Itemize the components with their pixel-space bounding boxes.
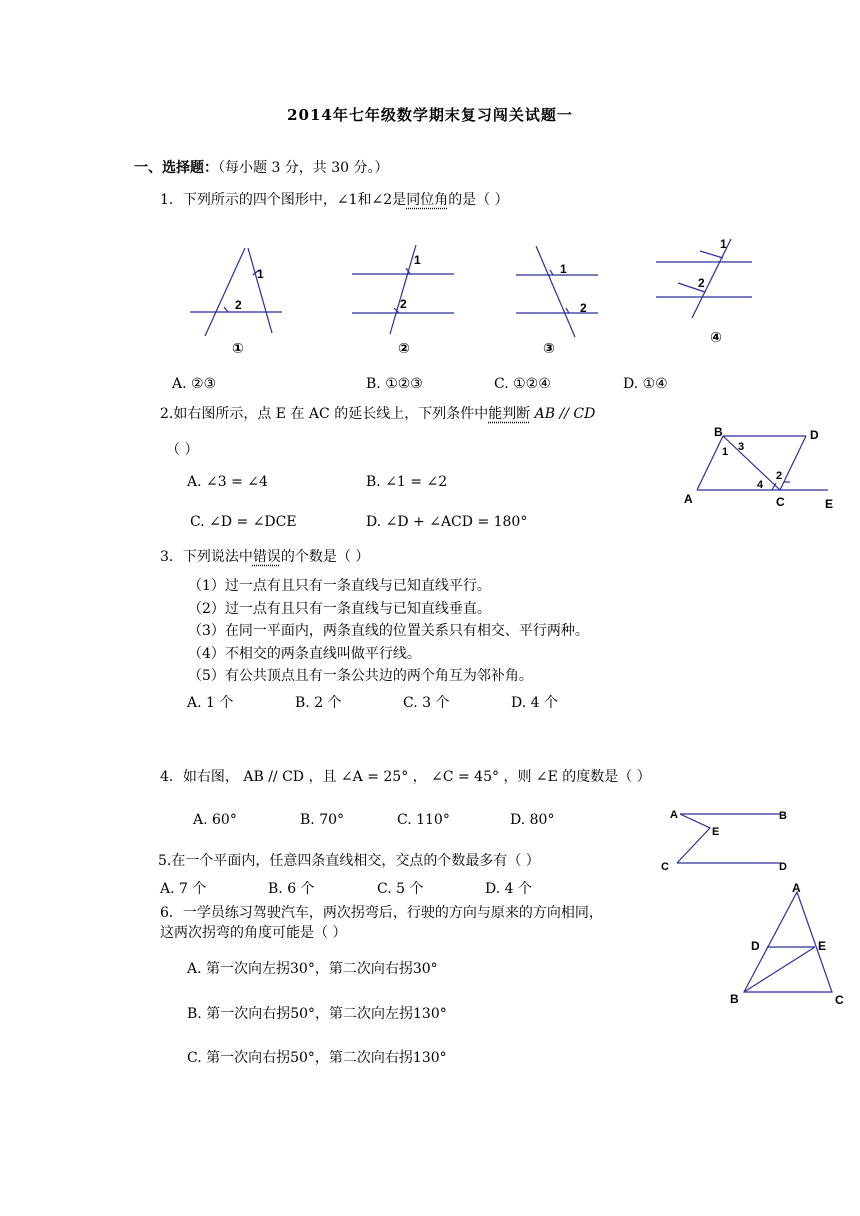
q3-option-b: B. 2 个: [295, 695, 342, 711]
q2-point-e: E: [825, 497, 834, 511]
q2-angle-4: 4: [757, 479, 764, 491]
q4-option-c: C. 110°: [397, 812, 450, 828]
q3-text-emphasis: 错误: [252, 549, 281, 565]
section-heading: [134, 157, 389, 177]
q2-point-c: C: [776, 495, 785, 509]
fig1-line-left: [205, 248, 245, 336]
q1-text-pre: 1．下列所示的四个图形中，∠1和∠2是: [160, 192, 407, 208]
q1-text-emphasis: 同位角: [406, 192, 449, 208]
q1-option-b: B. ①②③: [366, 376, 423, 392]
q2-option-b: B. ∠1 = ∠2: [366, 474, 448, 490]
q4-option-a: A. 60°: [193, 812, 237, 828]
q4-point-c: C: [661, 861, 669, 873]
q4-line-aec: [677, 814, 710, 863]
q4-option-d: D. 80°: [510, 812, 555, 828]
q3-option-c: C. 3 个: [403, 695, 450, 711]
q5-option-c: C. 5 个: [377, 881, 424, 897]
fig4-angle2-label: 2: [698, 276, 705, 290]
question-1-stem: [160, 189, 509, 209]
q6-point-e: E: [818, 939, 827, 953]
q5-option-b: B. 6 个: [268, 881, 315, 897]
q4-option-b: B. 70°: [300, 812, 345, 828]
q6-point-c: C: [835, 993, 844, 1007]
question-6-line-2: 这两次拐弯的角度可能是（ ）: [160, 925, 347, 941]
q4-point-a: A: [670, 809, 678, 821]
question-2-stem: [160, 403, 595, 423]
fig1-angle2-label: 2: [235, 298, 242, 312]
q6-line-be: [744, 947, 815, 992]
q1-text-post: 的是（ ）: [448, 192, 509, 208]
q2-angle-1: 1: [722, 446, 729, 458]
q3-statement-4: （4）不相交的两条直线叫做平行线。: [188, 646, 421, 662]
q6-figure: [722, 880, 852, 1010]
q4-point-e: E: [712, 826, 720, 838]
q2-line-bc: [723, 436, 783, 490]
fig1-line-right: [248, 248, 272, 333]
fig2-transversal: [390, 245, 416, 334]
q1-option-c: C. ①②④: [494, 376, 551, 392]
q3-option-d: D. 4 个: [511, 695, 558, 711]
q2-angle-2: 2: [776, 470, 783, 482]
q2-answer-paren: （ ）: [166, 442, 199, 458]
fig2-number: ②: [398, 340, 410, 356]
q6-point-a: A: [792, 881, 801, 895]
q2-line-ab: [697, 436, 723, 490]
q3-option-a: A. 1 个: [187, 695, 234, 711]
fig2-angle1-label: 1: [414, 253, 421, 267]
q2-option-d: D. ∠D + ∠ACD = 180°: [366, 514, 528, 530]
fig3-angle2-arc: [566, 308, 569, 313]
question-3-stem: [160, 546, 369, 566]
q6-option-a: A. 第一次向左拐30°，第二次向右拐30°: [187, 961, 438, 977]
fig3-transversal: [536, 246, 575, 337]
q2-point-a: A: [684, 492, 693, 506]
q3-statement-3: （3）在同一平面内，两条直线的位置关系只有相交、平行两种。: [188, 623, 589, 639]
q4-point-d: D: [779, 861, 787, 873]
q6-point-d: D: [751, 939, 760, 953]
fig4-angle1-label: 1: [720, 237, 727, 251]
question-4-stem: 4．如右图， AB // CD ，且 ∠A = 25° ， ∠C = 45° ，则 ∠E 的度数是（ ）: [160, 769, 651, 785]
fig4-short-line: [700, 251, 723, 258]
question-5-stem: 5.在一个平面内，任意四条直线相交，交点的个数最多有（ ）: [158, 853, 540, 869]
fig3-angle2-label: 2: [580, 301, 587, 315]
q5-option-a: A. 7 个: [160, 881, 207, 897]
q1-option-a: A. ②③: [172, 376, 217, 392]
q4-figure: [655, 800, 800, 878]
fig2-angle2-label: 2: [400, 297, 407, 311]
q3-text-post: 的个数是（ ）: [280, 549, 370, 565]
q2-text-pre: 2.如右图所示，点 E 在 AC 的延长线上，下列条件中: [160, 406, 489, 422]
q5-option-d: D. 4 个: [485, 881, 532, 897]
q2-option-c: C. ∠D = ∠DCE: [190, 514, 297, 530]
q2-point-d: D: [810, 428, 819, 442]
q1-option-d: D. ①④: [623, 376, 668, 392]
q6-option-c: C. 第一次向右拐50°，第二次向右拐130°: [187, 1050, 447, 1066]
q3-statement-5: （5）有公共顶点且有一条公共边的两个角互为邻补角。: [188, 668, 533, 684]
q6-point-b: B: [730, 992, 739, 1006]
section-label: 一、选择题：: [134, 160, 218, 176]
fig1-angle2-arc: [224, 307, 228, 312]
q2-angle-3: 3: [738, 441, 745, 453]
q2-figure: [680, 420, 840, 515]
q4-point-b: B: [779, 810, 787, 822]
q2-text-post: AB // CD: [530, 406, 596, 422]
q3-statement-1: （1）过一点有且只有一条直线与已知直线平行。: [188, 578, 491, 594]
section-note: （每小题 3 分，共 30 分。）: [218, 160, 389, 176]
q2-option-a: A. ∠3 = ∠4: [187, 474, 268, 490]
q2-line-dc: [780, 436, 806, 490]
page-title: 2014年七年级数学期末复习闯关试题一: [287, 106, 573, 124]
fig1-angle1-label: 1: [257, 267, 264, 281]
q3-text-pre: 3．下列说法中: [160, 549, 253, 565]
q1-figures: [180, 230, 780, 365]
fig3-number: ③: [543, 340, 555, 356]
fig4-number: ④: [710, 329, 722, 345]
fig3-angle1-arc: [550, 270, 553, 275]
q3-statement-2: （2）过一点有且只有一条直线与已知直线垂直。: [188, 601, 491, 617]
q2-text-emphasis: 能判断: [488, 406, 531, 422]
question-6-line-1: 6．一学员练习驾驶汽车，两次拐弯后，行驶的方向与原来的方向相同，: [160, 905, 603, 921]
fig3-angle1-label: 1: [560, 262, 567, 276]
q2-point-b: B: [714, 425, 723, 439]
fig1-number: ①: [232, 340, 244, 356]
q6-option-b: B. 第一次向右拐50°，第二次向左拐130°: [187, 1006, 447, 1022]
